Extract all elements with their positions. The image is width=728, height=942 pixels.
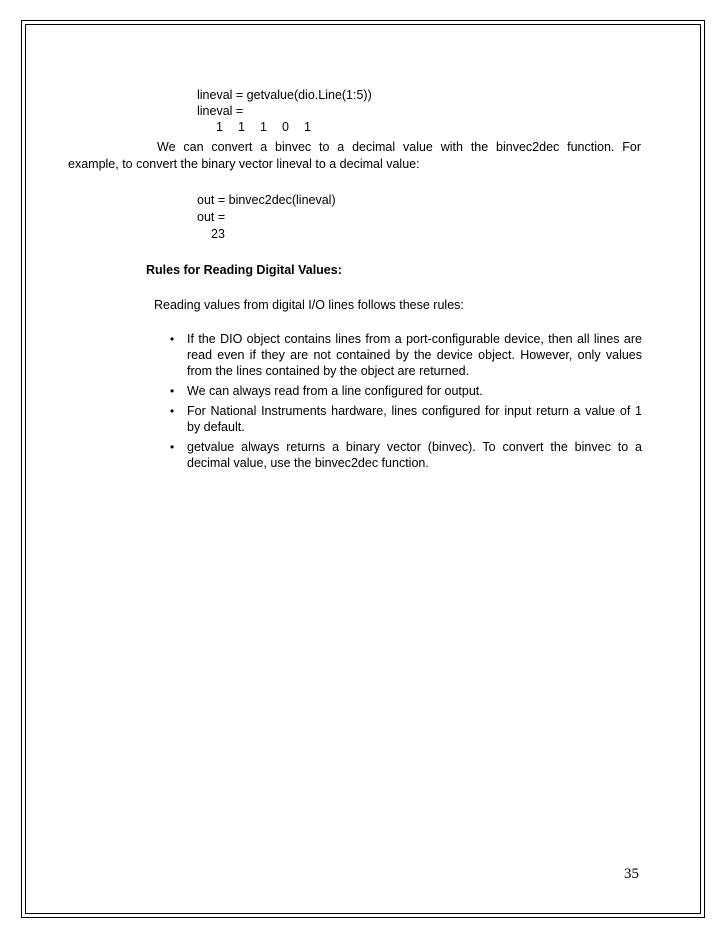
- paragraph-line-1: We can convert a binvec to a decimal value with the binvec2dec function. For: [157, 140, 641, 154]
- bullet-marker: •: [170, 404, 175, 418]
- bullet-marker: •: [170, 384, 175, 398]
- bit-value: 0: [282, 120, 289, 134]
- code-line-out: out =: [197, 210, 226, 224]
- bullet-item-1: If the DIO object contains lines from a port-configurable device, then all lines are read even if they are not contained by the device object. However, only values from the lines contained by the object are returned.: [187, 332, 642, 378]
- bullet-marker: •: [170, 332, 175, 346]
- code-line-binvec2dec: out = binvec2dec(lineval): [197, 193, 336, 207]
- bit-value: 1: [216, 120, 223, 134]
- code-line-result: 23: [211, 227, 225, 241]
- section-intro: Reading values from digital I/O lines follows these rules:: [154, 298, 464, 312]
- code-line-getvalue: lineval = getvalue(dio.Line(1:5)): [197, 88, 372, 102]
- page-number: 35: [624, 866, 639, 882]
- code-bits-row: [216, 119, 326, 135]
- bullet-item-2: We can always read from a line configured for output.: [187, 384, 483, 398]
- bit-value: 1: [260, 120, 267, 134]
- code-line-lineval: lineval =: [197, 104, 244, 118]
- bullet-item-4: getvalue always returns a binary vector (binvec). To convert the binvec to a decimal value, use the binvec2dec function.: [187, 440, 642, 470]
- bullet-item-3: For National Instruments hardware, lines configured for input return a value of 1 by default.: [187, 404, 642, 434]
- bullet-marker: •: [170, 440, 175, 454]
- paragraph-line-2: example, to convert the binary vector lineval to a decimal value:: [68, 157, 420, 171]
- bit-value: 1: [238, 120, 245, 134]
- section-heading: Rules for Reading Digital Values:: [146, 263, 342, 277]
- bit-value: 1: [304, 120, 311, 134]
